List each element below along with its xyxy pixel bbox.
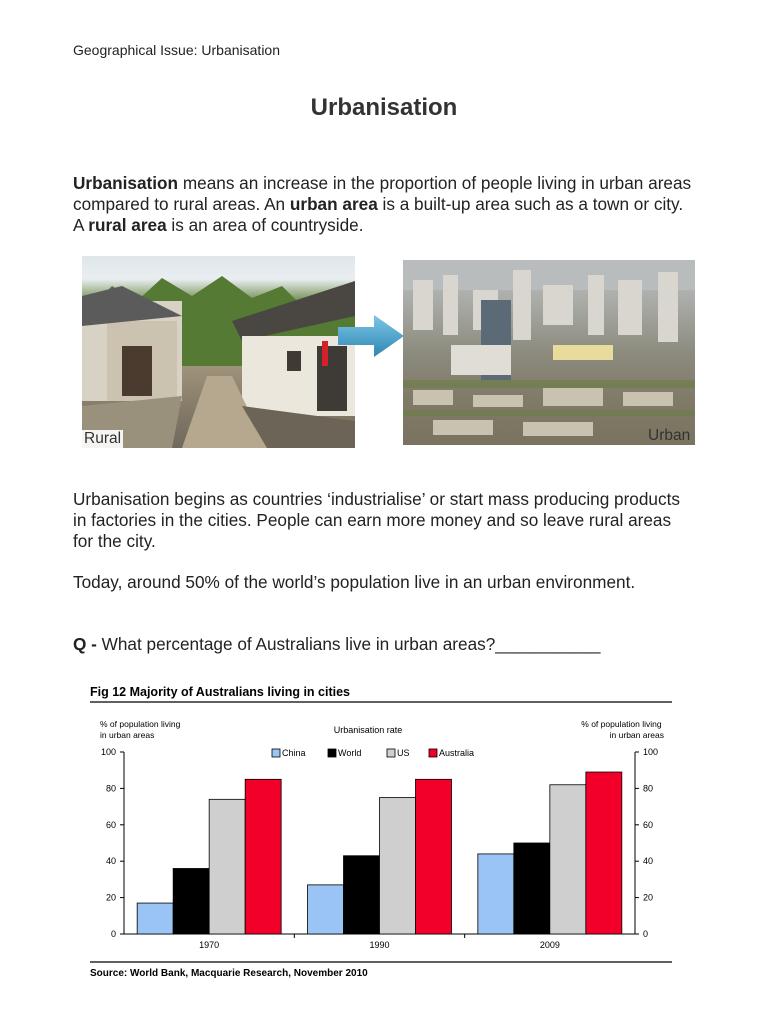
- legend-label-australia: Australia: [439, 748, 475, 758]
- arrow-right-icon: [338, 315, 404, 357]
- bar-world-2009: [514, 843, 550, 934]
- urbanisation-bar-chart: [82, 677, 695, 989]
- bar-china-2009: [478, 854, 514, 934]
- rural-label: Rural: [84, 430, 122, 447]
- term-rural-area: rural area: [88, 215, 167, 235]
- figure-12: [82, 677, 695, 989]
- intro-paragraph: [73, 173, 693, 236]
- y-tick-label-left: 40: [105, 856, 116, 867]
- question-text: What percentage of Australians live in urban areas?___________: [96, 634, 601, 654]
- y-tick-label-right: 20: [643, 892, 654, 903]
- term-urban-area: urban area: [289, 194, 378, 214]
- y-tick-label-right: 40: [643, 856, 654, 867]
- term-urbanisation: Urbanisation: [73, 173, 179, 193]
- bar-china-1990: [308, 885, 344, 934]
- bar-china-1970: [137, 903, 173, 934]
- rural-photo: [82, 256, 355, 448]
- legend-swatch-world: [328, 749, 336, 757]
- world-population-paragraph: Today, around 50% of the world’s population live in an urban environment.: [73, 572, 636, 592]
- legend-swatch-china: [272, 749, 280, 757]
- y-tick-label-right: 60: [643, 819, 654, 830]
- figure-source: Source: World Bank, Macquarie Research, November 2010: [90, 968, 368, 979]
- x-tick-label: 1990: [369, 940, 390, 950]
- bar-us-1990: [380, 798, 416, 935]
- intro-text-3: is an area of countryside.: [166, 215, 364, 235]
- industrialisation-paragraph: Urbanisation begins as countries ‘industrialise’ or start mass producing products in factories in the cities. People can earn more money and so leave rural areas for the city.: [73, 489, 680, 551]
- figure-title: Fig 12 Majority of Australians living in cities: [90, 685, 351, 699]
- y-tick-label-left: 20: [105, 892, 116, 903]
- question: [73, 634, 693, 655]
- intro-text-2: is a built-up area such as a town or city. A: [73, 194, 684, 235]
- legend-label-world: World: [338, 748, 362, 758]
- y-tick-label-right: 80: [643, 783, 654, 794]
- urban-photo: [403, 260, 695, 445]
- bar-australia-1990: [416, 779, 452, 934]
- intro-text-1: means an increase in the proportion of people living in urban areas compared to rural areas. An: [73, 173, 692, 214]
- y-tick-label-left: 0: [110, 929, 116, 939]
- legend-label-china: China: [282, 748, 306, 758]
- legend-swatch-australia: [429, 749, 437, 757]
- legend-label-us: US: [397, 748, 410, 758]
- bar-world-1990: [344, 856, 380, 934]
- bar-us-2009: [550, 785, 586, 934]
- bar-australia-1970: [245, 779, 281, 934]
- left-axis-label: % of population living in urban areas: [100, 719, 181, 740]
- y-tick-label-left: 60: [105, 819, 116, 830]
- urban-label: Urban: [648, 427, 691, 444]
- y-tick-label-right: 0: [643, 929, 649, 939]
- x-tick-label: 2009: [539, 940, 560, 950]
- legend-swatch-us: [387, 749, 395, 757]
- y-tick-label-left: 100: [100, 747, 116, 757]
- bar-us-1970: [209, 799, 245, 934]
- chart-title: Urbanisation rate: [333, 725, 403, 735]
- y-tick-label-right: 100: [643, 747, 659, 757]
- y-tick-label-left: 80: [105, 783, 116, 794]
- right-axis-label: % of population living in urban areas: [581, 719, 664, 740]
- bar-australia-2009: [586, 772, 622, 934]
- page-title: Urbanisation: [310, 94, 458, 121]
- question-prefix: Q -: [73, 634, 97, 654]
- bar-world-1970: [173, 868, 209, 934]
- page-header: Geographical Issue: Urbanisation: [73, 42, 281, 58]
- x-tick-label: 1970: [199, 940, 220, 950]
